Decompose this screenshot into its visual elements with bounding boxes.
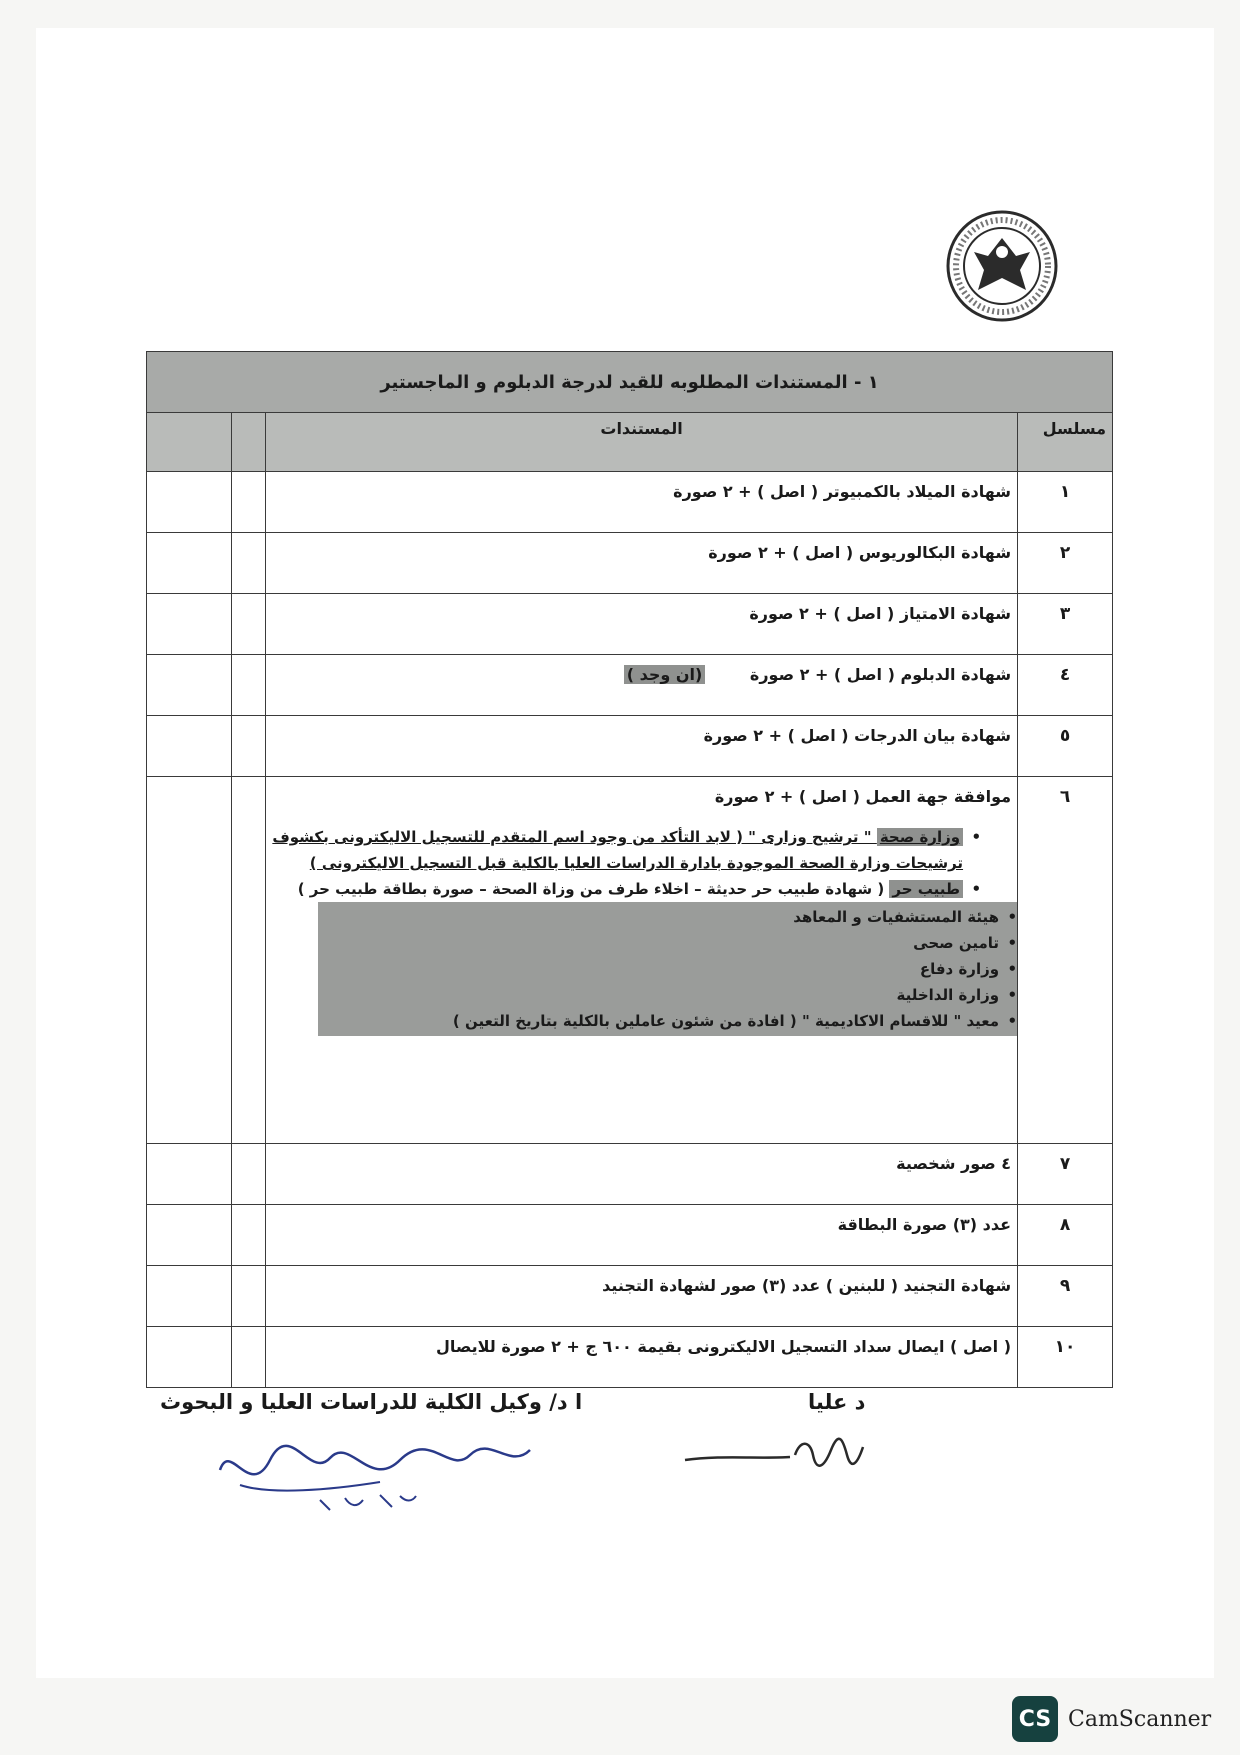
empty-cell: [232, 655, 266, 716]
row-document: شهادة الميلاد بالكمبيوتر ( اصل ) + ٢ صورة: [266, 472, 1018, 533]
header-empty-cell: [232, 413, 266, 472]
row-number: ٤: [1018, 655, 1113, 716]
list-item: • هيئة المستشفيات و المعاهد: [318, 904, 1017, 930]
bullet-label: وزارة صحة: [877, 828, 963, 846]
empty-cell: [232, 1266, 266, 1327]
list-item: [266, 876, 981, 902]
if-available-note: (ان وجد ): [624, 665, 706, 684]
list-item: • وزارة دفاع: [318, 956, 1017, 982]
empty-cell: [147, 472, 232, 533]
empty-cell: [147, 533, 232, 594]
row-document: ( اصل ) ايصال سداد التسجيل الاليكترونى بقيمة ٦٠٠ ج + ٢ صورة للايصال: [266, 1327, 1018, 1388]
faculty-emblem-icon: [944, 208, 1060, 324]
vice-dean-signature-title: ا د/ وكيل الكلية للدراسات العليا و البحوث: [160, 1390, 583, 1414]
empty-cell: [232, 1327, 266, 1388]
shaded-employer-list: [318, 902, 1017, 1036]
table-row: [147, 655, 1113, 716]
table-row: [147, 1327, 1113, 1388]
row-document: عدد (٣) صورة البطاقة: [266, 1205, 1018, 1266]
postgrad-signature-title: د عليا: [808, 1390, 866, 1414]
row-number: ١٠: [1018, 1327, 1113, 1388]
row-document-text: شهادة الدبلوم ( اصل ) + ٢ صورة: [749, 665, 1012, 684]
header-empty-cell: [147, 413, 232, 472]
documents-table: [146, 351, 1113, 1388]
row-document: شهادة الامتياز ( اصل ) + ٢ صورة: [266, 594, 1018, 655]
row-number: ٢: [1018, 533, 1113, 594]
employer-approval-list: [266, 824, 1011, 902]
row-document: [266, 655, 1018, 716]
empty-cell: [232, 533, 266, 594]
row-document-text: موافقة جهة العمل ( اصل ) + ٢ صورة: [714, 787, 1012, 806]
row-number: ٩: [1018, 1266, 1113, 1327]
handwritten-signature-left: [210, 1430, 540, 1520]
list-item: • وزارة الداخلية: [318, 982, 1017, 1008]
empty-cell: [147, 1205, 232, 1266]
bullet-text: ( شهادة طبيب حر حديثة – اخلاء طرف من وزاة الصحة – صورة بطاقة طبيب حر ): [297, 880, 890, 898]
table-row: [147, 533, 1113, 594]
row-number: ٥: [1018, 716, 1113, 777]
table-row: [147, 472, 1113, 533]
row-number: ١: [1018, 472, 1113, 533]
empty-cell: [232, 1144, 266, 1205]
camscanner-icon: CS: [1012, 1696, 1058, 1742]
table-title: ١ - المستندات المطلوبه للقيد لدرجة الدبلوم و الماجستير: [147, 352, 1113, 413]
empty-cell: [147, 594, 232, 655]
row-number: ٣: [1018, 594, 1113, 655]
row-document: شهادة بيان الدرجات ( اصل ) + ٢ صورة: [266, 716, 1018, 777]
row-document: ٤ صور شخصية: [266, 1144, 1018, 1205]
table-row: [147, 1205, 1113, 1266]
row-number: ٦: [1018, 777, 1113, 1144]
row-number: ٨: [1018, 1205, 1113, 1266]
row-document: شهادة التجنيد ( للبنين ) عدد (٣) صور لشهادة التجنيد: [266, 1266, 1018, 1327]
row-document: شهادة البكالوريوس ( اصل ) + ٢ صورة: [266, 533, 1018, 594]
list-item: [266, 824, 981, 876]
camscanner-watermark: [1012, 1696, 1211, 1742]
header-serial: مسلسل: [1018, 413, 1113, 472]
empty-cell: [147, 1144, 232, 1205]
list-item: • تامين صحى: [318, 930, 1017, 956]
bullet-text: " ترشيح وزارى " ( لابد التأكد من وجود اسم المتقدم للتسجيل الاليكترونى بكشوف ترشيحات وزارة الصحة الموجودة بادارة الدراسات العليا بالكلية قبل التسجيل الاليكترونى ): [272, 828, 964, 872]
camscanner-label: CamScanner: [1068, 1706, 1212, 1732]
empty-cell: [147, 777, 232, 1144]
header-documents: المستندات: [266, 413, 1018, 472]
table-row: [147, 594, 1113, 655]
empty-cell: [147, 1266, 232, 1327]
bullet-label: طبيب حر: [889, 880, 963, 898]
table-row: [147, 716, 1113, 777]
empty-cell: [232, 472, 266, 533]
empty-cell: [147, 1327, 232, 1388]
row-document: [266, 777, 1018, 1144]
handwritten-signature-right: [680, 1425, 880, 1485]
empty-cell: [147, 655, 232, 716]
empty-cell: [147, 716, 232, 777]
row-number: ٧: [1018, 1144, 1113, 1205]
empty-cell: [232, 1205, 266, 1266]
table-row: [147, 777, 1113, 1144]
empty-cell: [232, 716, 266, 777]
table-row: [147, 1144, 1113, 1205]
table-row: [147, 1266, 1113, 1327]
list-item: • معيد " للاقسام الاكاديمية " ( افادة من شئون عاملين بالكلية بتاريخ التعين ): [318, 1008, 1017, 1034]
empty-cell: [232, 594, 266, 655]
empty-cell: [232, 777, 266, 1144]
